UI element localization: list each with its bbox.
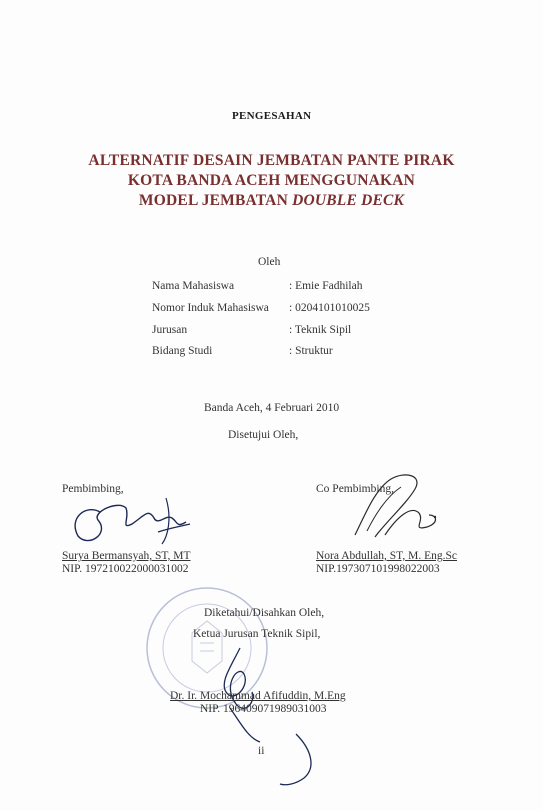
head-name: Dr. Ir. Mochammad Afifuddin, M.Eng bbox=[170, 690, 346, 702]
head-nip: NIP. 196409071989031003 bbox=[200, 703, 327, 715]
title-line-3: MODEL JEMBATAN DOUBLE DECK bbox=[138, 192, 405, 209]
co-supervisor-role: Co Pembimbing, bbox=[316, 483, 394, 495]
head-role: Ketua Jurusan Teknik Sipil, bbox=[193, 628, 321, 640]
title-line-2: KOTA BANDA ACEH MENGGUNAKAN bbox=[127, 172, 416, 189]
student-value-department: : Teknik Sipil bbox=[289, 324, 352, 336]
student-label-name: Nama Mahasiswa bbox=[152, 280, 235, 292]
student-value-field: : Struktur bbox=[289, 345, 333, 357]
supervisor-name: Surya Bermansyah, ST, MT bbox=[62, 550, 191, 562]
head-known: Diketahui/Disahkan Oleh, bbox=[204, 607, 325, 619]
co-supervisor-name: Nora Abdullah, ST, M. Eng.Sc bbox=[316, 550, 457, 562]
supervisor-nip: NIP. 197210022000031002 bbox=[62, 563, 189, 575]
student-label-nim: Nomor Induk Mahasiswa bbox=[152, 302, 269, 314]
co-supervisor-nip: NIP.197307101998022003 bbox=[316, 563, 440, 575]
title-line-1: ALTERNATIF DESAIN JEMBATAN PANTE PIRAK bbox=[88, 152, 455, 169]
supervisor-signature bbox=[58, 478, 208, 548]
co-supervisor-signature bbox=[345, 465, 455, 545]
page-number: ii bbox=[258, 745, 265, 757]
oleh-label: Oleh bbox=[258, 256, 281, 268]
student-label-field: Bidang Studi bbox=[152, 345, 213, 357]
approved-by: Disetujui Oleh, bbox=[228, 429, 299, 441]
place-date: Banda Aceh, 4 Februari 2010 bbox=[204, 402, 340, 414]
student-label-department: Jurusan bbox=[152, 324, 188, 336]
supervisor-role: Pembimbing, bbox=[62, 483, 124, 495]
student-value-name: : Emie Fadhilah bbox=[289, 280, 363, 292]
student-value-nim: : 0204101010025 bbox=[289, 302, 370, 314]
page-heading: PENGESAHAN bbox=[232, 110, 312, 122]
